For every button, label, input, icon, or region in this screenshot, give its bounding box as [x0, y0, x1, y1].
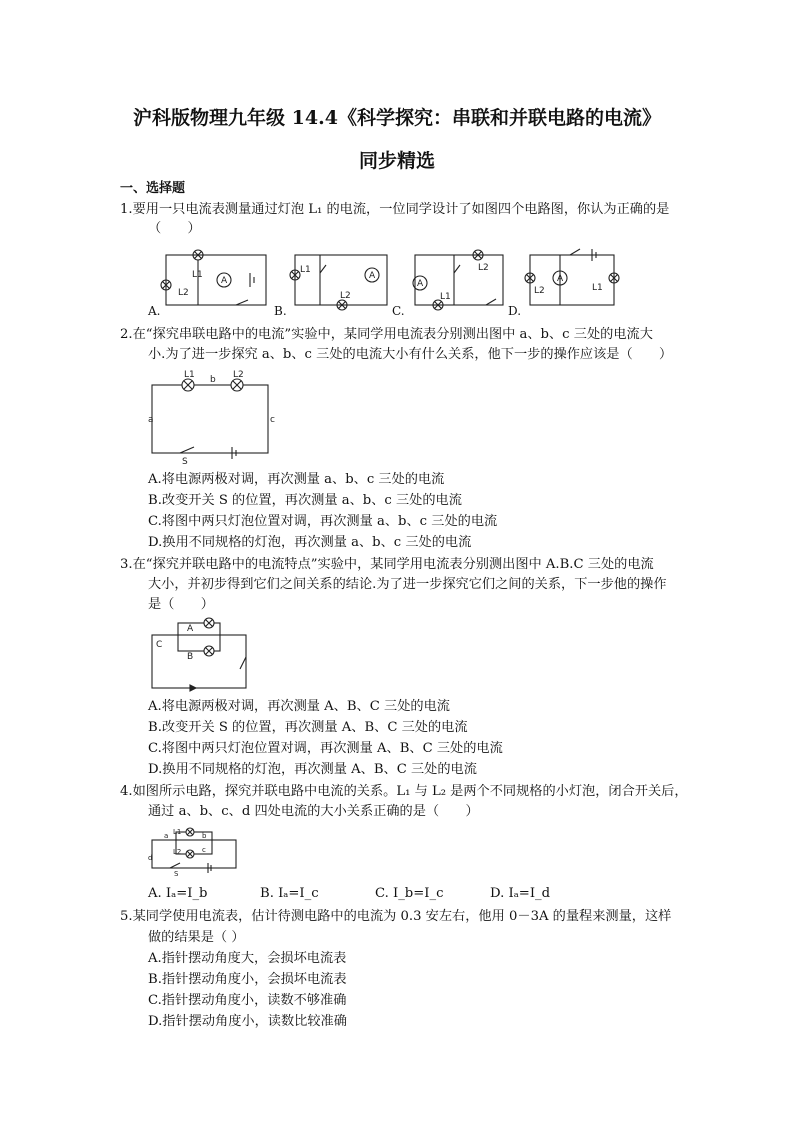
lamp-label-l1: L1: [300, 265, 311, 275]
ammeter-label: A: [417, 279, 424, 289]
point-label-b: B: [187, 652, 194, 662]
switch-label-s: S: [182, 457, 188, 467]
lamp-label-l2: L2: [178, 288, 189, 298]
ammeter-label: A: [557, 274, 564, 284]
q4-option-d[interactable]: D. Iₐ=I_d: [490, 886, 551, 901]
q2-option-a[interactable]: A.将电源两极对调，再次测量 a、b、c 三处的电流: [148, 472, 445, 487]
q5-option-b[interactable]: B.指针摆动角度小，会损坏电流表: [148, 972, 347, 987]
q3-option-b[interactable]: B.改变开关 S 的位置，再次测量 A、B、C 三处的电流: [148, 720, 468, 735]
q4-option-b[interactable]: B. Iₐ=I_c: [260, 886, 319, 901]
q4-option-c[interactable]: C. I_b=I_c: [375, 886, 444, 901]
lamp-label-l1: L1: [184, 370, 195, 380]
q2-option-b[interactable]: B.改变开关 S 的位置，再次测量 a、b、c 三处的电流: [148, 493, 462, 508]
q5-option-a[interactable]: A.指针摆动角度大，会损坏电流表: [148, 951, 347, 966]
point-label-a: a: [148, 415, 154, 425]
q1-circuit-b: [290, 255, 387, 310]
q3-option-a[interactable]: A.将电源两极对调，再次测量 A、B、C 三处的电流: [148, 699, 450, 714]
point-label-d: d: [148, 854, 153, 862]
switch-label-s: S: [174, 870, 179, 878]
q5-option-d[interactable]: D.指针摆动角度小，读数比较准确: [148, 1014, 347, 1029]
q4-parallel-circuit: [148, 826, 240, 876]
point-label-c: c: [202, 846, 206, 854]
q5-option-c[interactable]: C.指针摆动角度小，读数不够准确: [148, 993, 347, 1008]
q5-stem-line1: 5.某同学使用电流表，估计待测电路中的电流为 0.3 安左右，他用 0－3A 的量程来测量，这样: [120, 909, 672, 924]
lamp-label-l2: L2: [173, 848, 182, 856]
q1-circuit-a: [161, 250, 266, 305]
point-label-a: A: [187, 624, 194, 634]
q4-option-a[interactable]: A. Iₐ=I_b: [148, 886, 208, 901]
q4-stem-line1: 4.如图所示电路，探究并联电路中电流的关系。L₁ 与 L₂ 是两个不同规格的小灯泡，闭合开关后，: [120, 784, 688, 799]
q2-series-circuit: [148, 370, 276, 465]
q1-stem-line2: （ ）: [148, 221, 201, 236]
q3-stem-line1: 3.在“探究并联电路中的电流特点”实验中，某同学用电流表分别测出图中 A.B.C 三处的电流: [120, 557, 654, 572]
point-label-b: b: [202, 832, 207, 840]
q2-stem-line2: 小.为了进一步探究 a、b、c 三处的电流大小有什么关系，他下一步的操作应该是（ ）: [148, 347, 673, 362]
q1-label-d: D.: [508, 304, 522, 318]
q1-label-a: A.: [148, 304, 161, 318]
lamp-label-l2: L2: [233, 370, 244, 380]
q1-label-c: C.: [392, 304, 405, 318]
q1-label-b: B.: [274, 304, 287, 318]
point-label-c: C: [156, 640, 163, 650]
lamp-label-l2: L2: [534, 286, 545, 296]
q3-option-d[interactable]: D.换用不同规格的灯泡，再次测量 A、B、C 三处的电流: [148, 762, 477, 777]
document-subtitle: 同步精选: [358, 150, 435, 172]
q3-option-c[interactable]: C.将图中两只灯泡位置对调，再次测量 A、B、C 三处的电流: [148, 741, 503, 756]
q4-options-row: [148, 885, 550, 903]
lamp-label-l1: L1: [192, 270, 203, 280]
lamp-label-l1: L1: [173, 828, 182, 836]
lamp-label-l1: L1: [592, 283, 603, 293]
ammeter-label: A: [369, 271, 376, 281]
q5-stem-line2: 做的结果是（ ）: [148, 930, 245, 945]
ammeter-label: A: [221, 276, 228, 286]
q1-circuit-c: [413, 250, 503, 310]
q1-circuit-d: [525, 249, 619, 305]
lamp-label-l1: L1: [440, 292, 451, 302]
q2-stem-line1: 2.在“探究串联电路中的电流”实验中，某同学用电流表分别测出图中 a、b、c 三处的电流大: [120, 327, 653, 342]
q3-stem-line2: 大小，并初步得到它们之间关系的结论.为了进一步探究它们之间的关系，下一步他的操作: [148, 577, 667, 592]
q3-parallel-circuit: [150, 617, 250, 693]
point-label-a: a: [164, 832, 169, 840]
q3-stem-line3: 是（ ）: [148, 597, 214, 612]
point-label-b: b: [210, 375, 216, 385]
lamp-label-l2: L2: [340, 291, 351, 301]
q2-option-c[interactable]: C.将图中两只灯泡位置对调，再次测量 a、b、c 三处的电流: [148, 514, 498, 529]
q2-option-d[interactable]: D.换用不同规格的灯泡，再次测量 a、b、c 三处的电流: [148, 535, 472, 550]
q1-stem-line1: 1.要用一只电流表测量通过灯泡 L₁ 的电流，一位同学设计了如图四个电路图，你认为正确的是: [120, 202, 670, 217]
point-label-c: c: [270, 415, 275, 425]
q4-stem-line2: 通过 a、b、c、d 四处电流的大小关系正确的是（ ）: [148, 804, 479, 819]
q1-circuit-diagrams: [140, 243, 640, 318]
lamp-label-l2: L2: [478, 263, 489, 273]
document-title: 沪科版物理九年级 14.4《科学探究：串联和并联电路的电流》: [133, 107, 661, 129]
section-heading: 一、选择题: [120, 181, 186, 196]
